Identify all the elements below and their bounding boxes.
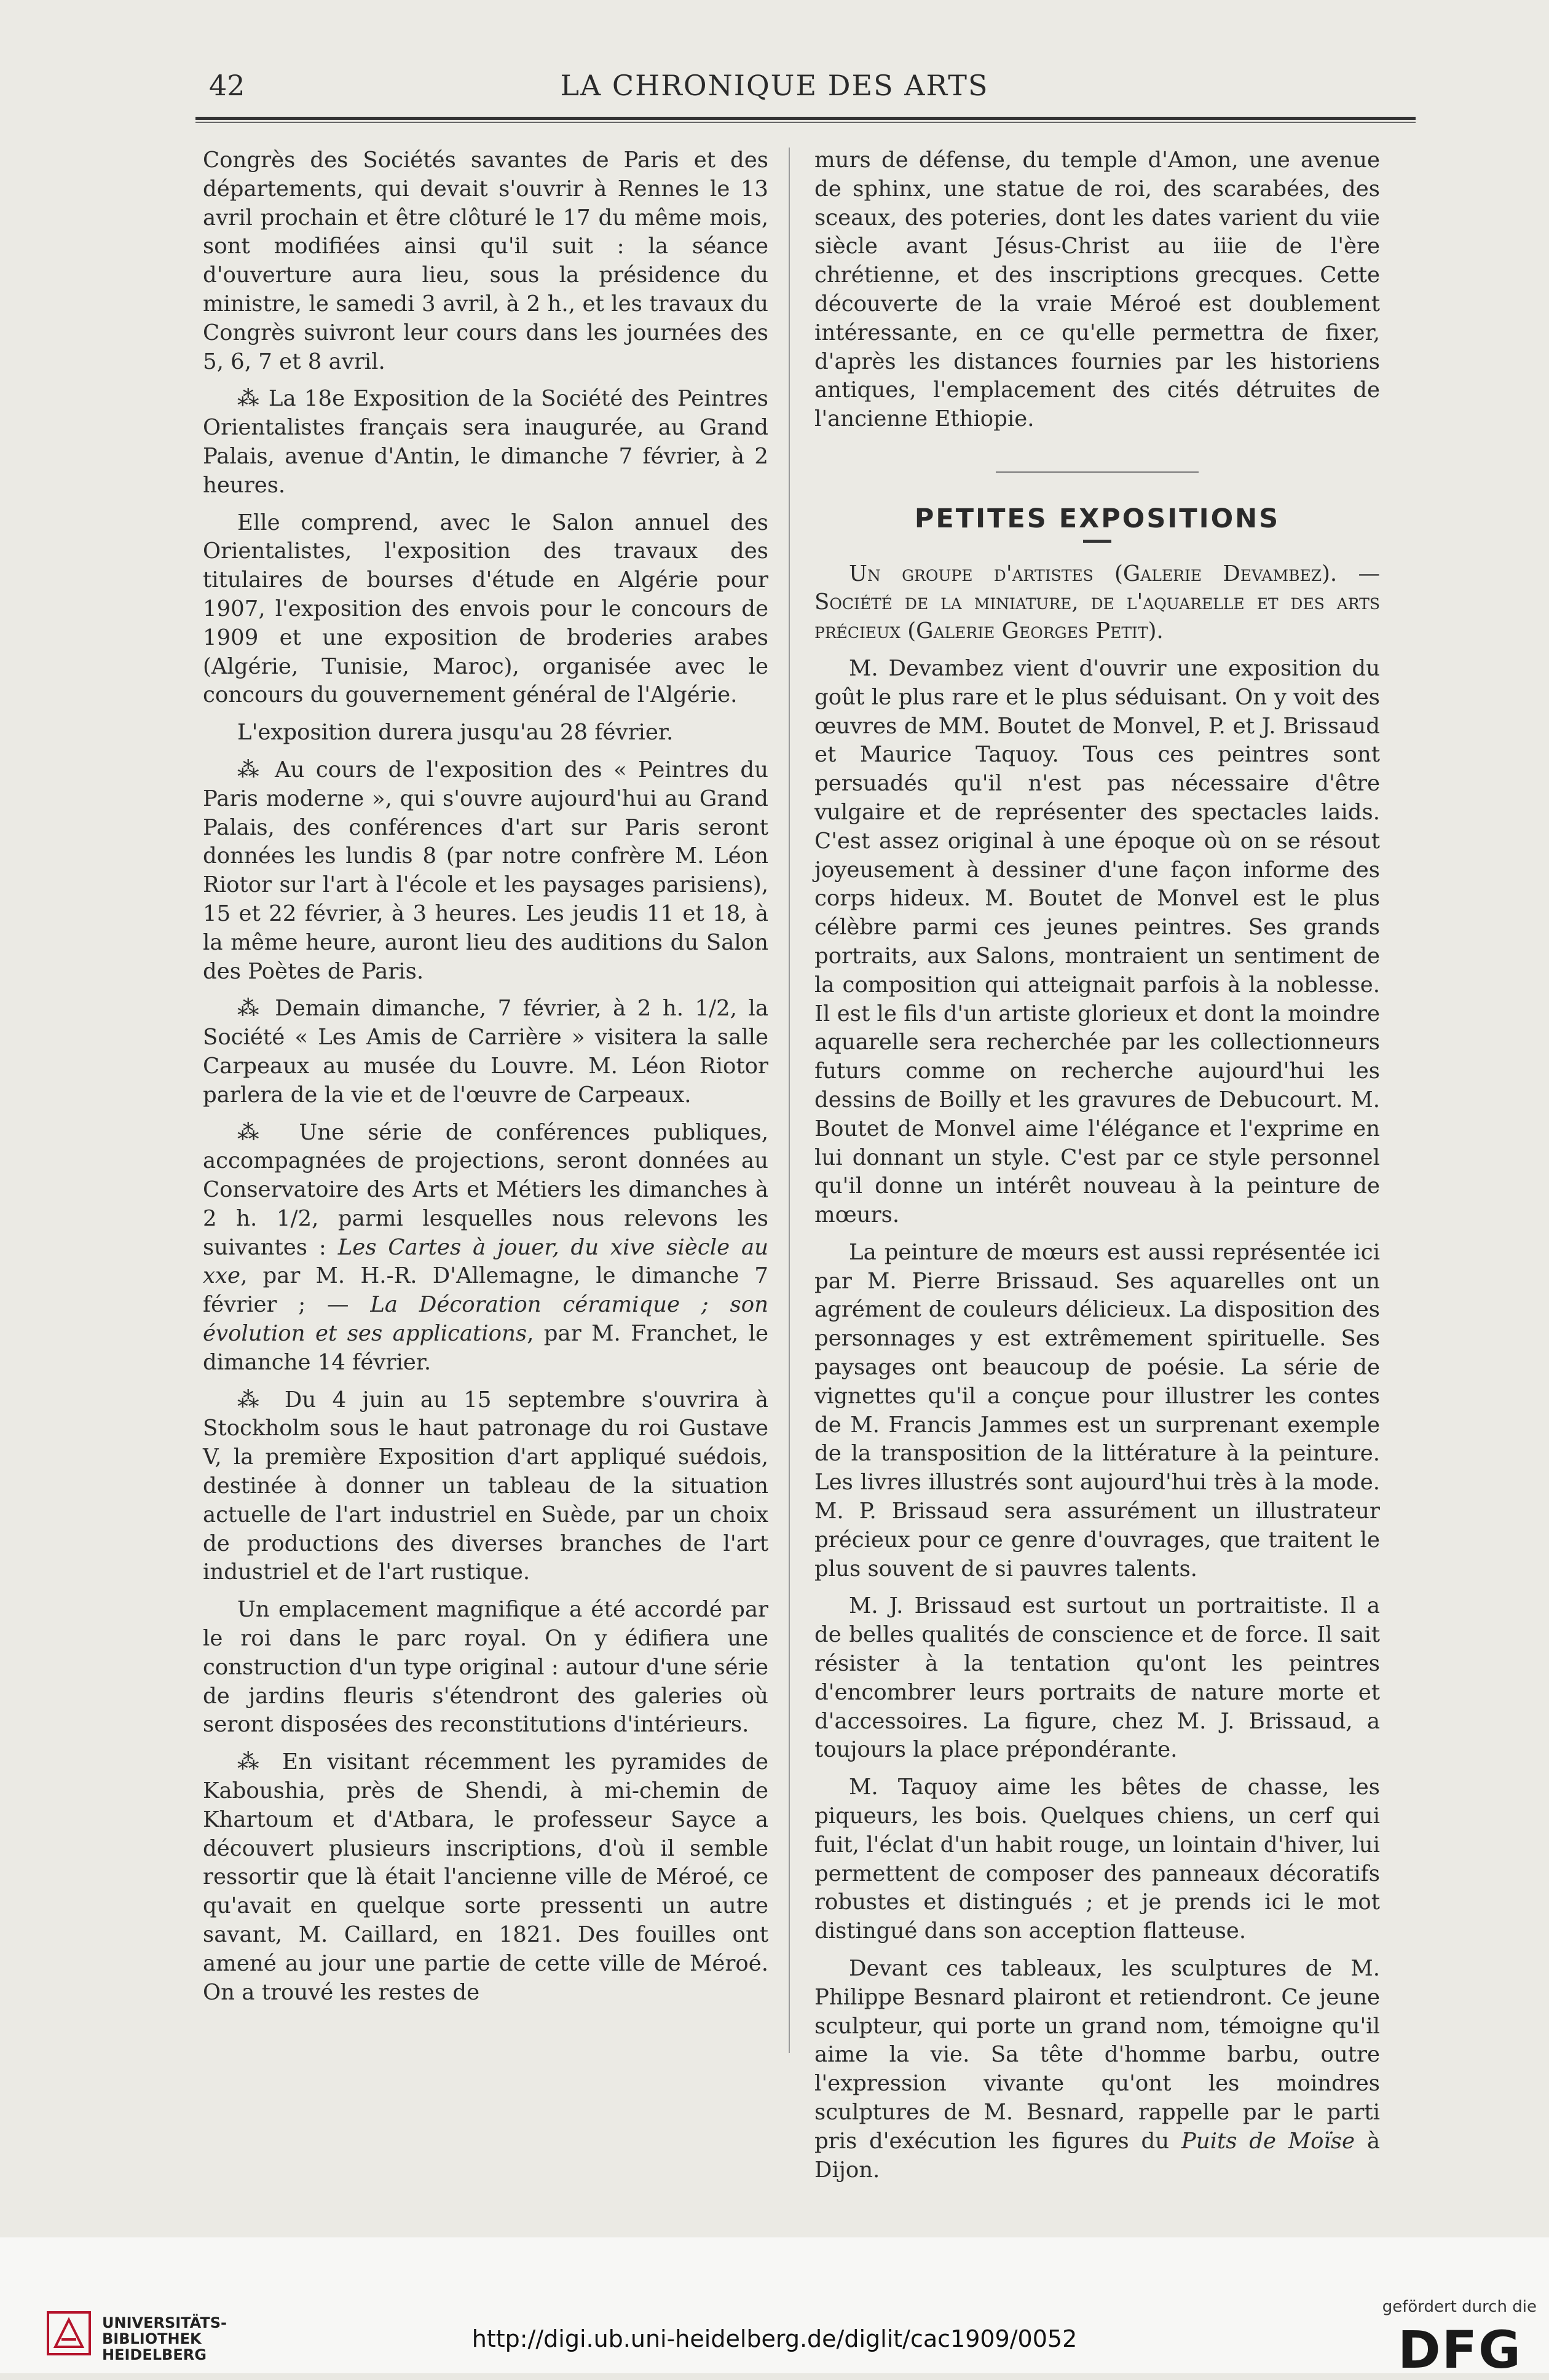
text-run: , par M. H.-R. D'Allemagne, le dimanche 7 février ; — <box>203 1263 768 1318</box>
funding-label: gefördert durch die <box>1382 2298 1537 2316</box>
right-column <box>814 146 1380 2185</box>
paragraph: Congrès des Sociétés savantes de Paris et des départements, qui devait s'ouvrir à Rennes le 13 avril prochain et être clôturé le 17 du même mois, sont modifiées ainsi qu'il suit : la séance d'ouverture aura lieu, sous la présidence du ministre, le samedi 3 avril, à 2 h., et les travaux du Congrès suivront leur cours dans les journées des 5, 6, 7 et 8 avril. <box>203 148 768 374</box>
library-name-line: UNIVERSITÄTS- <box>102 2314 227 2331</box>
paragraph: M. Devambez vient d'ouvrir une exposition du goût le plus rare et le plus séduisant. On y voit des œuvres de MM. Boutet de Monvel, P. et J. Brissaud et Maurice Taquoy. Tous ces peintres sont persuadés qu'il n'est pas nécessaire d'être vulgaire et de représenter des spectacles laids. C'est assez original à une époque où on se résout joyeusement à dessiner d'une façon informe des corps hideux. M. Boutet de Monvel est le plus célèbre parmi ces jeunes peintres. Ses grands portraits, aux Salons, montraient un sentiment de la composition qui atteignait parfois à la noblesse. Il est le fils d'un artiste glorieux et dont la moindre aquarelle sera recherchée par les collectionneurs futurs comme on recherche aujourd'hui les dessins de Boilly et les gravures de Debucourt. M. Boutet de Monvel aime l'élégance et l'exprime en lui donnant un style. C'est par ce style personnel qu'il donne un intérêt nouveau à la peinture de mœurs. <box>814 655 1380 1228</box>
paragraph <box>814 1955 1380 2185</box>
paragraph: La peinture de mœurs est aussi représentée ici par M. Pierre Brissaud. Ses aquarelles ont un agrément de couleurs délicieux. La disposition des personnages y est extrêmement spirituelle. Ses paysages ont beaucoup de poésie. La série de vignettes qu'il a conçue pour illustrer les contes de M. Francis Jammes est un surprenant exemple de la transposition de la littérature à la peinture. Les livres illustrés sont aujourd'hui très à la mode. M. P. Brissaud sera assurément un illustrateur précieux pour ce genre d'ouvrages, que traitent le plus souvent de si pauvres talents. <box>814 1239 1380 1582</box>
paragraph: ⁂ Du 4 juin au 15 septembre s'ouvrira à Stockholm sous le haut patronage du roi Gustave V, la première Exposition d'art appliqué suédois, destinée à donner un tableau de la situation actuelle de l'art industriel en Suède, par un choix de productions des diverses branches de l'art industriel et de l'art rustique. <box>203 1387 768 1585</box>
paragraph: ⁂ Au cours de l'exposition des « Peintres du Paris moderne », qui s'ouvre aujourd'hui au Grand Palais, des conférences d'art sur Paris seront données les lundis 8 (par notre confrère M. Léon Riotor sur l'art à l'école et les paysages parisiens), 15 et 22 février, à 3 heures. Les jeudis 11 et 18, à la même heure, auront lieu des auditions du Salon des Poètes de Paris. <box>203 757 768 984</box>
page-header <box>0 69 1549 112</box>
italic-title: La Décoration céramique ; son évolution et ses applications <box>203 1292 768 1347</box>
paragraph: Elle comprend, avec le Salon annuel des Orientalistes, l'exposition des travaux des titulaires de bourses d'étude en Algérie pour 1907, l'exposition des envois pour le concours de 1909 et une exposition de broderies arabes (Algérie, Tunisie, Maroc), organisée avec le concours du gouvernement général de l'Algérie. <box>203 510 768 708</box>
paragraph: Un emplacement magnifique a été accordé par le roi dans le parc royal. On y édifiera une construction d'un type original : autour d'une série de jardins fleuris s'étendront des galeries où seront disposées des reconstitutions d'intérieurs. <box>203 1597 768 1738</box>
column-divider <box>789 148 790 2053</box>
paragraph: ⁂ En visitant récemment les pyramides de Kaboushia, près de Shendi, à mi-chemin de Khartoum et d'Atbara, le professeur Sayce a découvert plusieurs inscriptions, d'où il semble ressortir que là était l'ancienne ville de Méroé, ce qu'avait en quelque sorte pressenti un autre savant, M. Caillard, en 1821. Des fouilles ont amené au jour une partie de cette ville de Méroé. On a trouvé les restes de <box>203 1749 768 2005</box>
text-run: Devant ces tableaux, les sculptures de M. Philippe Besnard plairont et retiendront. Ce jeune sculpteur, qui porte un grand nom, témoigne qu'il aime la vie. Sa tête d'homme barbu, outre l'expression vivante qu'ont les moindres sculptures de M. Besnard, rappelle par le parti pris d'exécution les figures du <box>814 1956 1380 2154</box>
section-separator <box>814 457 1380 486</box>
paragraph: ⁂ Demain dimanche, 7 février, à 2 h. 1/2, la Société « Les Amis de Carrière » visitera la salle Carpeaux au musée du Louvre. M. Léon Riotor parlera de la vie et de l'œuvre de Carpeaux. <box>203 996 768 1108</box>
italic-title: Puits de Moïse <box>1181 2128 1355 2154</box>
title-dash <box>1083 540 1111 543</box>
text-run: ⁂ Une série de conférences publiques, accompagnées de projections, seront données au Conservatoire des Arts et Métiers les dimanches à 2 h. 1/2, parmi lesquelles nous relevons les suivantes : <box>203 1119 768 1260</box>
digitization-footer <box>0 2237 1549 2380</box>
paragraph: M. J. Brissaud est surtout un portraitiste. Il a de belles qualités de conscience et de force. Il sait résister à la tentation qu'ont les peintres d'encombrer leurs portraits de nature morte et d'accessoires. La figure, chez M. J. Brissaud, a toujours la place prépondérante. <box>814 1593 1380 1763</box>
dfg-logo: DFG <box>1397 2320 1522 2380</box>
page-number: 42 <box>209 69 245 102</box>
paragraph: M. Taquoy aime les bêtes de chasse, les piqueurs, les bois. Quelques chiens, un cerf qui fuit, l'éclat d'un habit rouge, un lointain d'hiver, lui permettent de composer des panneaux décoratifs robustes et distingués ; et je prends ici le mot distingué dans son acception flatteuse. <box>814 1775 1380 1944</box>
library-name-line: BIBLIOTHEK <box>102 2330 202 2347</box>
left-column <box>203 146 768 2007</box>
running-title: LA CHRONIQUE DES ARTS <box>560 69 989 102</box>
header-rule <box>195 117 1416 120</box>
text-run: à Dijon. <box>814 2128 1380 2183</box>
library-name-line: HEIDELBERG <box>102 2346 207 2363</box>
section-title: PETITES EXPOSITIONS <box>914 503 1280 534</box>
permalink-url[interactable]: http://digi.ub.uni-heidelberg.de/diglit/cac1909/0052 <box>471 2325 1078 2352</box>
paragraph: murs de défense, du temple d'Amon, une avenue de sphinx, une statue de roi, des scarabées, des sceaux, des poteries, dont les dates varient du viie siècle avant Jésus-Christ au iiie de l'ère chrétienne, et des inscriptions grecques. Cette découverte de la vraie Méroé est doublement intéressante, en ce qu'elle permettra de fixer, d'après les distances fournies par les historiens antiques, l'emplacement des cités détruites de l'ancienne Ethiopie. <box>814 148 1380 432</box>
text-run: , par M. Franchet, le dimanche 14 février. <box>203 1321 768 1375</box>
italic-title: Les Cartes à jouer, du xive siècle au xxe <box>203 1234 768 1289</box>
paragraph: L'exposition durera jusqu'au 28 février. <box>237 720 674 746</box>
paragraph <box>203 1119 768 1377</box>
header-rule-thin <box>195 122 1416 123</box>
section-subhead: Un groupe d'artistes (Galerie Devambez). — Société de la miniature, de l'aquarelle et des arts précieux (Galerie Georges Petit). <box>814 561 1380 644</box>
paragraph: ⁂ La 18e Exposition de la Société des Peintres Orientalistes français sera inaugurée, au Grand Palais, avenue d'Antin, le dimanche 7 février, à 2 heures. <box>203 386 768 498</box>
